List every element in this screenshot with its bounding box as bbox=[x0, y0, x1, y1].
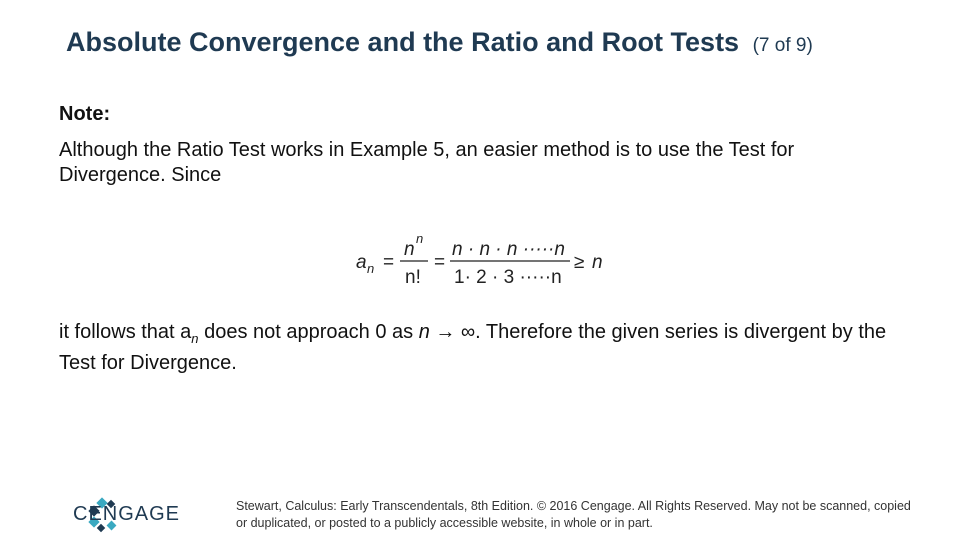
slide-title bbox=[66, 27, 813, 58]
formula-lhs: a bbox=[356, 252, 367, 273]
formula-frac1-denominator: n! bbox=[405, 267, 421, 288]
formula-geq: ≥ bbox=[574, 252, 585, 273]
conclusion-part-a: it follows that a bbox=[59, 321, 192, 343]
cengage-logo-wordmark: CENGAGE bbox=[73, 503, 181, 525]
conclusion-subscript: n bbox=[191, 331, 199, 346]
slide-counter: (7 of 9) bbox=[752, 35, 813, 56]
slide-title-text: Absolute Convergence and the Ratio and Root Tests bbox=[66, 27, 740, 57]
formula-rhs: n bbox=[592, 252, 603, 273]
conclusion-part-b: does not approach 0 as bbox=[198, 321, 419, 343]
formula-equals-1: = bbox=[383, 252, 395, 273]
formula-frac2-numerator: n · n · n ·····n bbox=[452, 239, 565, 260]
paragraph-conclusion bbox=[59, 320, 919, 376]
copyright-footer: Stewart, Calculus: Early Transcendentals, 8th Edition. © 2016 Cengage. All Rights Reserved. May not be scanned, copied or duplicated, or posted to a publicly accessible website, in whole or in part. bbox=[236, 499, 911, 530]
conclusion-variable: n bbox=[418, 321, 430, 343]
formula-lhs-sub: n bbox=[367, 261, 375, 276]
formula-frac1-exponent: n bbox=[416, 231, 424, 246]
paragraph-intro: Although the Ratio Test works in Example 5, an easier method is to use the Test for Divergence. Since bbox=[59, 139, 795, 186]
formula-frac1-numerator: n bbox=[404, 239, 415, 260]
formula-an-inequality bbox=[350, 228, 620, 292]
formula-equals-2: = bbox=[434, 252, 446, 273]
note-heading: Note: bbox=[59, 103, 111, 125]
formula-frac2-denominator: 1· 2 · 3 ·····n bbox=[454, 267, 562, 288]
conclusion-part-c: → ∞. Therefore the given series is divergent by the Test for Divergence. bbox=[59, 321, 887, 374]
